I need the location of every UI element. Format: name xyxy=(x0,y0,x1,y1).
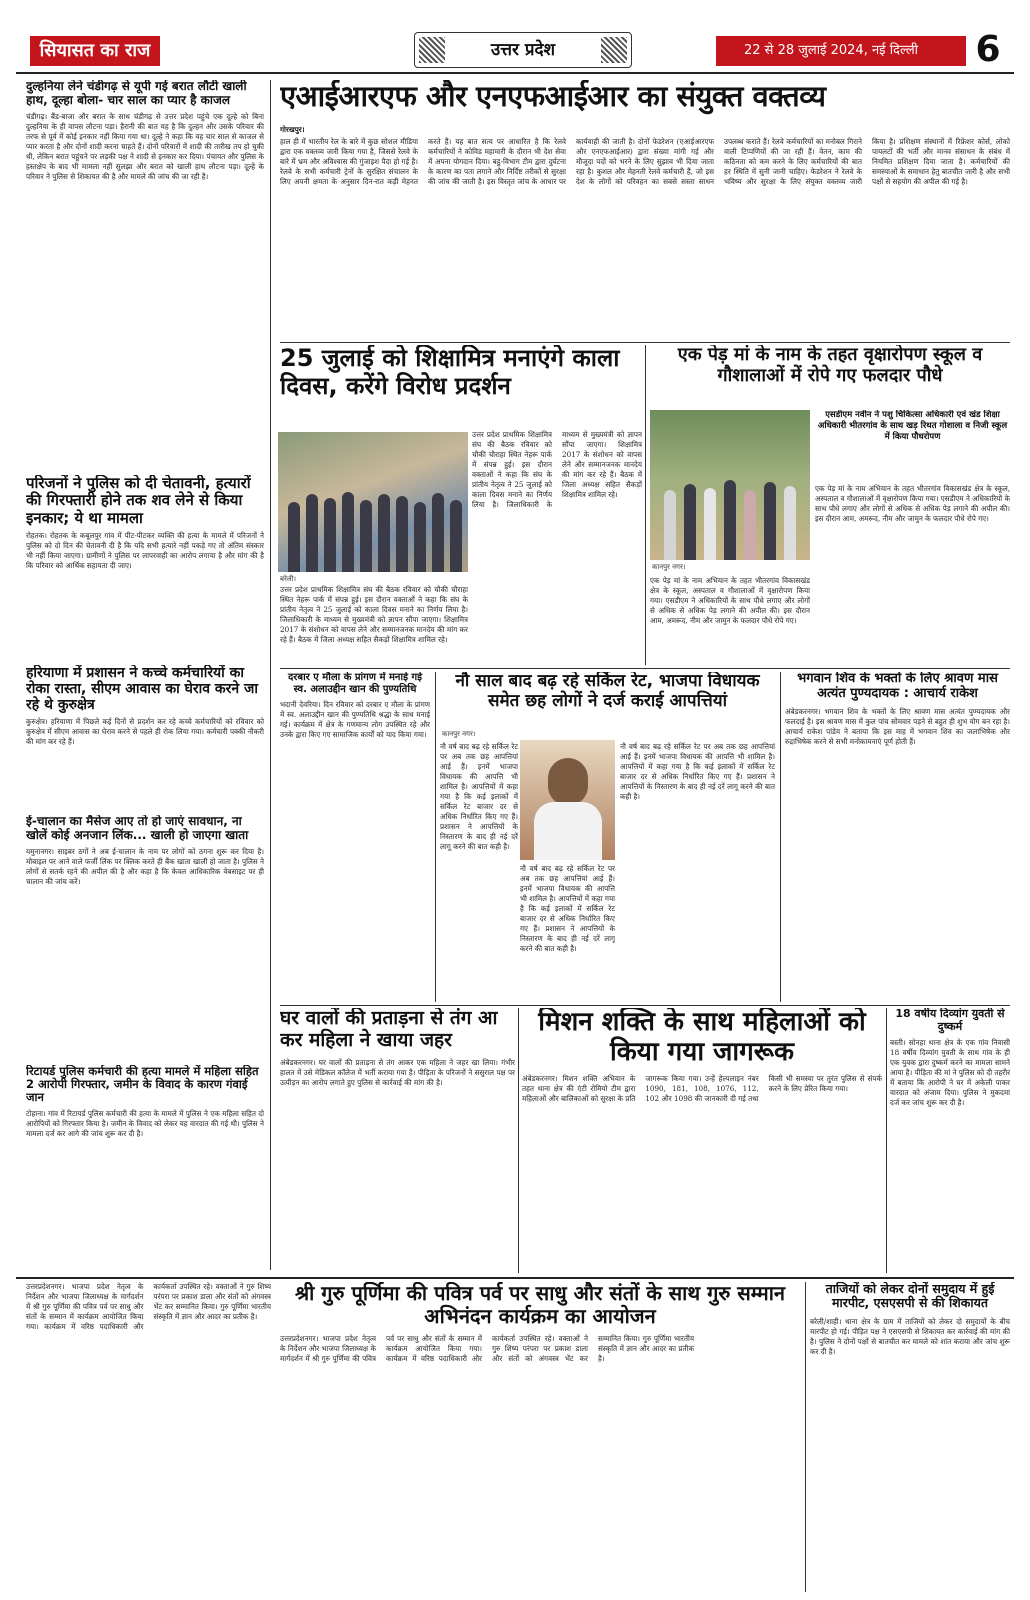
article-poison xyxy=(280,1008,515,1273)
circle-rate-body-2 xyxy=(620,742,775,1002)
article-body: चंडीगढ़। बैंड-बाजा और बरात के साथ चंडीगढ़ से उत्तर प्रदेश पहुंचे एक दूल्हे को बिना दुल्हनिया के ही वापस लौटना पड़ा। हैरानी की बात यह है कि दुल्हन और उसके परिवार की तरफ से पूर्व में कोई इनकार नहीं किया गया था। दूल्हे ने कहा कि वह चार साल से काजल से प्यार करता है और दोनों शादी करना चाहते हैं। दोनों परिवारों में शादी की तारीख तय हो चुकी थी, लेकिन बरात पहुंचने पर लड़की पक्ष ने शादी से इनकार कर दिया। पंचायत और पुलिस के हस्तक्षेप के बाद भी मामला नहीं सुलझा और बरात को खाली हाथ लौटना पड़ा। दूल्हे के परिवार ने पुलिस से शिकायत की है और मामले की जांच की जा रही है। xyxy=(26,111,264,181)
article-body: बरेली/शाही। थाना क्षेत्र के ग्राम में ताजियों को लेकर दो समुदायों के बीच मारपीट हो गई। पीड़ित पक्ष ने एसएसपी से शिकायत कर कार्रवाई की मांग की है। पुलिस ने दोनों पक्षों से बातचीत कर मामले को शांत कराया और जांच शुरू कर दी है। xyxy=(810,1316,1010,1356)
tree-subhead xyxy=(815,410,1010,480)
article-haryana xyxy=(26,665,264,815)
article-body: एक पेड़ मां के नाम अभियान के तहत भीतरगांव विकासखंड क्षेत्र के स्कूल, अस्पताल व गौशालाओं में वृक्षारोपण किया गया। एसडीएम ने अधिकारियों के साथ पौधे लगाए और लोगों से अधिक से अधिक पेड़ लगाने की अपील की। इस दौरान आम, अमरूद, नीम और जामुन के फलदार पौधे रोपे गए। xyxy=(650,576,810,625)
circle-rate-body xyxy=(440,742,518,1002)
headline: परिजनों ने पुलिस को दी चेतावनी, हत्यारों की गिरफ्तारी होने तक शव लेने से किया इनकार; ये था मामला xyxy=(26,475,251,527)
article-body: कुरुक्षेत्र। हरियाणा में पिछले कई दिनों से प्रदर्शन कर रहे कच्चे कर्मचारियों को रविवार को कुरुक्षेत्र में सीएम आवास का घेराव करने से पहले ही रोक लिया गया। कर्मचारी पक्की नौकरी की मांग कर रहे हैं। xyxy=(26,717,264,747)
article-guru-purnima xyxy=(280,1282,800,1592)
article-body: बस्ती। सोनहा थाना क्षेत्र के एक गांव निवासी 18 वर्षीय दिव्यांग युवती के साथ गांव के ही एक युवक द्वारा दुष्कर्म करने का मामला सामने आया है। पीड़िता की मां ने पुलिस को दी तहरीर में बताया कि आरोपी ने घर में अकेली पाकर वारदात को अंजाम दिया। पुलिस ने मुकदमा दर्ज कर जांच शुरू कर दी है। xyxy=(890,1038,1010,1108)
article-body: उत्तरप्रदेशनगर। भाजपा प्रदेश नेतृत्व के निर्देशन और भाजपा जिलाध्यक्ष के मार्गदर्शन में श्री गुरु पूर्णिमा की पवित्र पर्व पर साधु और संतों के सम्मान में कार्यक्रम आयोजित किया गया। कार्यक्रम में वरिष्ठ पदाधिकारी और कार्यकर्ता उपस्थित रहे। वक्ताओं ने गुरु शिष्य परंपरा पर प्रकाश डाला और संतों को अंगवस्त्र भेंट कर सम्मानित किया। गुरु पूर्णिमा भारतीय संस्कृति में ज्ञान और आदर का प्रतीक है। xyxy=(26,1282,271,1331)
article-darbar xyxy=(280,672,430,1002)
section-title: उत्तर प्रदेश xyxy=(414,32,632,68)
shikshamitra-body-2 xyxy=(280,585,468,665)
circle-rate-headline xyxy=(440,672,775,727)
article-body: एक पेड़ मां के नाम अभियान के तहत भीतरगांव विकासखंड क्षेत्र के स्कूल, अस्पताल व गौशालाओं में वृक्षारोपण किया गया। एसडीएम ने अधिकारियों के साथ पौधे लगाए और लोगों से अधिक से अधिक पेड़ लगाने की अपील की। इस दौरान आम, अमरूद, नीम और जामुन के फलदार पौधे रोपे गए। xyxy=(815,484,1010,523)
article-rohtak xyxy=(26,475,264,665)
article-tazia xyxy=(810,1282,1010,1592)
article-body: यमुनानगर। साइबर ठगों ने अब ई-चालान के नाम पर लोगों को ठगना शुरू कर दिया है। मोबाइल पर आने वाले फर्जी लिंक पर क्लिक करते ही बैंक खाता खाली हो जाता है। पुलिस ने लोगों से सतर्क रहने की अपील की है और कहा है कि केवल आधिकारिक वेबसाइट पर ही चालान की जांच करें। xyxy=(26,846,264,886)
headline: रिटायर्ड पुलिस कर्मचारी की हत्या मामले में महिला सहित 2 आरोपी गिरफ्तार, जमीन के विवाद के कारण गंवाई जान xyxy=(26,1065,259,1105)
article-baraat xyxy=(26,80,264,475)
article-body: अंबेडकरनगर। भगवान शिव के भक्तों के लिए श्रावण मास अत्यंत पुण्यदायक और फलदाई है। इस श्रावण मास में कुल पांच सोमवार पड़ने से बहुत ही शुभ योग बन रहा है। आचार्य राकेश पांडेय ने बताया कि इस माह में भगवान शिव का जलाभिषेक और रुद्राभिषेक करने से सभी मनोकामनाएं पूर्ण होती हैं। xyxy=(785,706,1010,746)
tree-photo xyxy=(650,410,810,560)
shikshamitra-photo xyxy=(278,432,468,572)
headline: 18 वर्षीय दिव्यांग युवती से दुष्कर्म xyxy=(895,1008,1005,1033)
article-mission-shakti xyxy=(522,1008,882,1273)
article-body: नौ वर्ष बाद बढ़ रहे सर्किल रेट पर अब तक छह आपत्तियां आई हैं। इनमें भाजपा विधायक की आपत्ति भी शामिल है। आपत्तियों में कहा गया है कि कई इलाकों में सर्किल रेट बाजार दर से अधिक निर्धारित किए गए हैं। प्रशासन ने आपत्तियों के निस्तारण के बाद ही नई दरें लागू करने की बात कही है। xyxy=(520,864,615,953)
headline: मिशन शक्ति के साथ महिलाओं को किया गया जागरूक xyxy=(538,1008,866,1067)
tree-body-2 xyxy=(650,576,810,666)
mla-portrait xyxy=(520,740,615,860)
headline: घर वालों की प्रताड़ना से तंग आ कर महिला ने खाया जहर xyxy=(280,1008,498,1051)
article-retired-police xyxy=(26,1065,264,1270)
article-body: अंबेडकरनगर। मिशन शक्ति अभियान के तहत थाना क्षेत्र की एंटी रोमियो टीम द्वारा महिलाओं और बालिकाओं को सुरक्षा के प्रति जागरूक किया गया। उन्हें हेल्पलाइन नंबर 1090, 181, 108, 1076, 112, 102 और 1098 की जानकारी दी गई तथा किसी भी समस्या पर तुरंत पुलिस से संपर्क करने के लिए प्रेरित किया गया। xyxy=(522,1073,882,1103)
headline: हरियाणा में प्रशासन ने कच्चे कर्मचारियों का रोका रास्ता, सीएम आवास का घेराव करने जा रहे थे कुरुक्षेत्र xyxy=(26,665,259,714)
photo-caption: बरेली। xyxy=(280,575,297,583)
page-number: 6 xyxy=(975,29,1001,70)
paper-name: सियासत का राज xyxy=(30,36,160,66)
lead-headline xyxy=(280,80,1000,122)
article-body: उत्तरप्रदेशनगर। भाजपा प्रदेश नेतृत्व के निर्देशन और भाजपा जिलाध्यक्ष के मार्गदर्शन में श्री गुरु पूर्णिमा की पवित्र पर्व पर साधु और संतों के सम्मान में कार्यक्रम आयोजित किया गया। कार्यक्रम में वरिष्ठ पदाधिकारी और कार्यकर्ता उपस्थित रहे। वक्ताओं ने गुरु शिष्य परंपरा पर प्रकाश डाला और संतों को अंगवस्त्र भेंट कर सम्मानित किया। गुरु पूर्णिमा भारतीय संस्कृति में ज्ञान और आदर का प्रतीक है। xyxy=(280,1334,694,1363)
headline: श्री गुरु पूर्णिमा की पवित्र पर्व पर साधु और संतों के साथ गुरु सम्मान अभिनंदन कार्यक्रम का आयोजन xyxy=(294,1282,786,1328)
headline: एआईआरएफ और एनएफआईआर का संयुक्त वक्तव्य xyxy=(280,80,826,113)
tree-body xyxy=(815,484,1010,664)
headline: 25 जुलाई को शिक्षामित्र मनाएंगे काला दिवस, करेंगे विरोध प्रदर्शन xyxy=(280,345,620,400)
article-shravan xyxy=(785,672,1010,1002)
shikshamitra-headline xyxy=(280,345,640,425)
masthead xyxy=(16,30,1016,70)
article-body: नौ वर्ष बाद बढ़ रहे सर्किल रेट पर अब तक छह आपत्तियां आई हैं। इनमें भाजपा विधायक की आपत्ति भी शामिल है। आपत्तियों में कहा गया है कि कई इलाकों में सर्किल रेट बाजार दर से अधिक निर्धारित किए गए हैं। प्रशासन ने आपत्तियों के निस्तारण के बाद ही नई दरें लागू करने की बात कही है। xyxy=(620,742,775,801)
article-body: अंबेडकरनगर। घर वालों की प्रताड़ना से तंग आकर एक महिला ने जहर खा लिया। गंभीर हालत में उसे मेडिकल कॉलेज में भर्ती कराया गया है। पीड़िता के परिजनों ने ससुराल पक्ष पर उत्पीड़न का आरोप लगाते हुए पुलिस से कार्रवाई की मांग की है। xyxy=(280,1057,515,1087)
article-body: नौ वर्ष बाद बढ़ रहे सर्किल रेट पर अब तक छह आपत्तियां आई हैं। इनमें भाजपा विधायक की आपत्ति भी शामिल है। आपत्तियों में कहा गया है कि कई इलाकों में सर्किल रेट बाजार दर से अधिक निर्धारित किए गए हैं। प्रशासन ने आपत्तियों के निस्तारण के बाद ही नई दरें लागू करने की बात कही है। xyxy=(440,742,518,851)
shikshamitra-body xyxy=(472,430,642,665)
tree-headline xyxy=(650,345,1010,405)
headline: एक पेड़ मां के नाम के तहत वृक्षारोपण स्कूल व गौशालाओं में रोपे गए फलदार पौधे xyxy=(677,345,983,386)
headline: दरबार ए मौला के प्रांगण में मनाई गई स्व. अलाउद्दीन खान की पुण्यतिथि xyxy=(288,672,422,695)
article-body: उत्तर प्रदेश प्राथमिक शिक्षामित्र संघ की बैठक रविवार को चौकी चौराहा स्थित नेहरू पार्क में संपन्न हुई। इस दौरान वक्ताओं ने कहा कि संघ के प्रांतीय नेतृत्व ने 25 जुलाई को काला दिवस मनाने का निर्णय लिया है। जिलाधिकारी के माध्यम से मुख्यमंत्री को ज्ञापन सौंपा जाएगा। शिक्षामित्र 2017 के संशोधन को वापस लेने और सम्मानजनक मानदेय की मांग कर रहे हैं। बैठक में जिला अध्यक्ष सहित सैकड़ों शिक्षामित्र शामिल रहे। xyxy=(280,585,468,644)
headline: भगवान शिव के भक्तों के लिए श्रावण मास अत्यंत पुण्यदायक : आचार्य राकेश xyxy=(797,672,998,701)
headline: नौ साल बाद बढ़ रहे सर्किल रेट, भाजपा विधायक समेत छह लोगों ने दर्ज कराई आपत्तियां xyxy=(455,672,760,711)
article-guru-purnima-left xyxy=(26,1282,271,1592)
article-body: रोहतक। रोहतक के कबूलपुर गांव में पीट-पीटकर व्यक्ति की हत्या के मामले में परिजनों ने पुलिस को दो दिन की चेतावनी दी है कि यदि सभी हत्यारे नहीं पकड़े गए तो अंतिम संस्कार भी नहीं किया जाएगा। ग्रामीणों ने पुलिस पर लापरवाही का आरोप लगाया है और मांग की है कि परिवार को आर्थिक सहायता दी जाए। xyxy=(26,530,264,570)
lead-article xyxy=(280,125,1010,340)
headline: ताजियों को लेकर दोनों समुदाय में हुई मारपीट, एसएसपी से की शिकायत xyxy=(825,1282,995,1311)
dateline: कानपुर नगर। xyxy=(442,730,476,738)
issue-date: 22 से 28 जुलाई 2024, नई दिल्ली xyxy=(716,36,966,66)
article-body: हाल ही में भारतीय रेल के बारे में कुछ सोशल मीडिया द्वारा एक वक्तव्य जारी किया गया है, जिससे रेलवे के बारे में भ्रम और अविश्वास की गुंजाइश पैदा हो गई है। रेलवे के सभी कर्मचारी ट्रेनों के सुरक्षित संचालन के लिए अपनी क्षमता के अनुसार दिन-रात कड़ी मेहनत करते हैं। यह बात सत्य पर आधारित है कि रेलवे कर्मचारियों ने कोविड महामारी के दौरान भी देश सेवा में अपना योगदान दिया। बहु-विभाग टीम द्वारा दुर्घटना के कारण का पता लगाने और निर्दिष्ट तरीकों से सुरक्षा की जांच की जाती है। इस विस्तृत जांच के आधार पर कार्यवाही की जाती है। दोनों फेडरेशन (एआईआरएफ और एनएफआईआर) द्वारा संख्या मांगी गई और मौजूदा पदों को भरने के लिए सुझाव भी दिया जाता रहा है। कुशल और मेहनती रेलवे कर्मचारी हैं, जो इस देश के लोगों को परिवहन का सबसे सस्ता साधन उपलब्ध कराते हैं। रेलवे कर्मचारियों का मनोबल गिराने वाली टिप्पणियों की जा रही हैं। वेतन, काम की कठिनता को कम करने के लिए कर्मचारियों की बात हर स्थिति में सुनी जानी चाहिए। फेडरेशन ने रेलवे के भविष्य और सुरक्षा के लिए संयुक्त वक्तव्य जारी किया है। प्रशिक्षण संस्थानों में रिफ्रेशर कोर्स, लोको पायलटों की भर्ती और मानव संसाधन के संबंध में नियमित प्रशिक्षण दिया जाता है। कर्मचारियों की समस्याओं के समाधान हेतु बातचीत जारी है और सभी पक्षों से सहयोग की अपील की गई है। xyxy=(280,137,1010,186)
headline: ई-चालान का मैसेज आए तो हो जाएं सावधान, ना खोलें कोई अनजान लिंक... खाली हो जाएगा खाता xyxy=(26,815,249,842)
dateline: गोरखपुर। xyxy=(280,125,305,134)
subheadline: एसडीएम नवीन ने पशु चिकित्सा अधिकारी एवं खंड शिक्षा अधिकारी भीतरगांव के साथ खड़ रिथत गोशाला व निजी स्कूल में किया पौधरोपण xyxy=(817,410,1008,442)
circle-rate-body-3 xyxy=(520,864,615,1002)
article-body: भदानी देवरिया। दिन रविवार को दरबार ए मौला के प्रांगण में स्व. अलाउद्दीन खान की पुण्यतिथि श्रद्धा के साथ मनाई गई। कार्यक्रम में क्षेत्र के गणमान्य लोग उपस्थित रहे और उनके द्वारा किए गए सामाजिक कार्यों को याद किया गया। xyxy=(280,700,430,739)
article-echallan xyxy=(26,815,264,1065)
article-body: टोहाना। गांव में रिटायर्ड पुलिस कर्मचारी की हत्या के मामले में पुलिस ने एक महिला सहित दो आरोपियों को गिरफ्तार किया है। जमीन के विवाद को लेकर यह वारदात की गई थी। पुलिस ने मामला दर्ज कर आगे की जांच शुरू कर दी है। xyxy=(26,1108,264,1138)
article-assault xyxy=(890,1008,1010,1273)
photo-caption: कानपुर नगर। xyxy=(652,563,686,571)
headline: दुल्हनिया लेने चंडीगढ़ से यूपी गई बरात लौटी खाली हाथ, दूल्हा बोला- चार साल का प्यार है काजल xyxy=(26,80,247,107)
article-body: उत्तर प्रदेश प्राथमिक शिक्षामित्र संघ की बैठक रविवार को चौकी चौराहा स्थित नेहरू पार्क में संपन्न हुई। इस दौरान वक्ताओं ने कहा कि संघ के प्रांतीय नेतृत्व ने 25 जुलाई को काला दिवस मनाने का निर्णय लिया है। जिलाधिकारी के माध्यम से मुख्यमंत्री को ज्ञापन सौंपा जाएगा। शिक्षामित्र 2017 के संशोधन को वापस लेने और सम्मानजनक मानदेय की मांग कर रहे हैं। बैठक में जिला अध्यक्ष सहित सैकड़ों शिक्षामित्र शामिल रहे। xyxy=(472,430,642,509)
